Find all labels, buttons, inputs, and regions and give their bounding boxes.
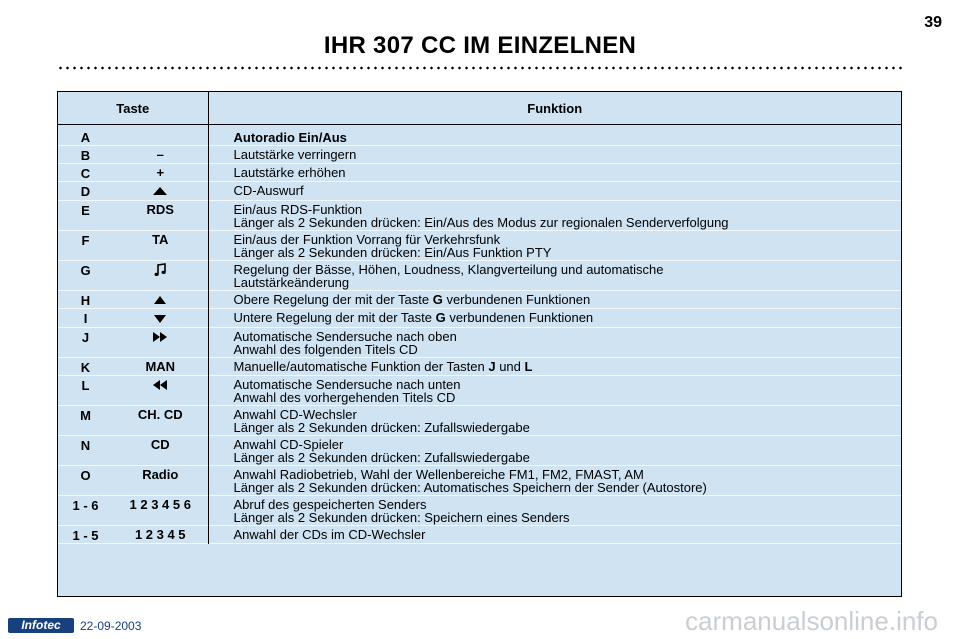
function-segment: Autoradio Ein/Aus — [233, 130, 347, 145]
key-label: RDS — [113, 200, 208, 230]
key-letter: A — [80, 130, 91, 145]
table-row — [58, 230, 901, 260]
key-letter: J — [81, 329, 90, 345]
function-segment: Lautstärke erhöhen — [233, 165, 346, 180]
key-label: – — [113, 146, 208, 164]
function-text — [208, 125, 901, 146]
table-row — [58, 525, 901, 543]
function-segment: Regelung der Bässe, Höhen, Loudness, Klangverteilung und automatische — [233, 261, 664, 277]
key-letter: 1 - 5 — [72, 527, 99, 543]
function-segment: Länger als 2 Sekunden drücken: Ein/Aus des Modus zur regionalen Senderverfolgung — [233, 214, 729, 230]
function-text — [208, 230, 901, 260]
function-line — [234, 360, 902, 373]
function-segment: Lautstärke verringern — [233, 147, 357, 162]
key-letter: E — [81, 202, 90, 218]
function-text — [208, 435, 901, 465]
function-line — [234, 293, 902, 306]
function-segment: L — [524, 358, 533, 374]
key-symbol — [113, 182, 208, 201]
table-row — [58, 375, 901, 405]
function-line — [234, 511, 902, 524]
function-segment: CD-Auswurf — [233, 183, 304, 198]
function-text — [208, 290, 901, 309]
function-segment: Länger als 2 Sekunden drücken: Ein/Aus Funktion PTY — [233, 244, 552, 260]
function-line — [234, 451, 902, 464]
function-segment: Ein/aus der Funktion Vorrang für Verkehrsfunk — [233, 231, 501, 247]
watermark: carmanualsonline.info — [685, 606, 938, 636]
function-segment: verbundenen Funktionen — [445, 310, 594, 326]
key-symbol — [113, 290, 208, 309]
infotec-logo: Infotec — [8, 618, 74, 633]
function-text — [208, 375, 901, 405]
rewind-icon — [152, 378, 168, 392]
table-row — [58, 327, 901, 357]
table-row — [58, 164, 901, 182]
function-text — [208, 495, 901, 525]
key-letter: N — [80, 437, 91, 453]
function-segment: G — [435, 310, 446, 326]
function-segment: verbundenen Funktionen — [442, 291, 591, 307]
header-key: Taste — [58, 92, 208, 125]
function-text — [208, 357, 901, 375]
function-text — [208, 200, 901, 230]
function-segment: Länger als 2 Sekunden drücken: Automatisches Speichern der Sender (Autostore) — [233, 479, 707, 495]
table-row — [58, 405, 901, 435]
function-segment: Abruf des gespeicherten Senders — [233, 496, 427, 512]
eject-icon — [152, 185, 168, 199]
function-line — [234, 184, 902, 197]
table-row — [58, 146, 901, 164]
function-line — [234, 148, 902, 161]
triangle-up-icon — [152, 293, 168, 307]
table-row — [58, 309, 901, 328]
key-label: CD — [113, 435, 208, 465]
key-letter: C — [80, 166, 91, 181]
table-row — [58, 260, 901, 290]
table-row — [58, 200, 901, 230]
key-letter: K — [80, 359, 91, 375]
key-symbol — [113, 309, 208, 328]
key-letter: M — [80, 407, 91, 423]
function-line — [234, 343, 902, 356]
key-letter: 1 - 6 — [72, 497, 99, 513]
table-header — [58, 92, 901, 125]
function-line — [234, 216, 902, 229]
table-row — [58, 182, 901, 201]
function-segment: Anwahl Radiobetrieb, Wahl der Wellenbereiche FM1, FM2, FMAST, AM — [233, 466, 644, 482]
table-row — [58, 357, 901, 375]
key-letter: I — [83, 311, 88, 327]
key-label: + — [113, 164, 208, 182]
table-row — [58, 435, 901, 465]
key-symbol — [113, 375, 208, 405]
function-line — [234, 311, 902, 324]
function-segment: Anwahl des vorhergehenden Titels CD — [233, 389, 456, 405]
function-segment: Ein/aus RDS-Funktion — [233, 201, 363, 217]
key-letter: H — [80, 292, 91, 308]
function-text — [208, 525, 901, 543]
key-letter: B — [80, 148, 91, 163]
page-title: IHR 307 CC IM EINZELNEN — [323, 32, 637, 59]
function-text — [208, 327, 901, 357]
page-number: 39 — [924, 14, 942, 31]
function-text — [208, 260, 901, 290]
function-text — [208, 309, 901, 328]
footer-date: 22-09-2003 — [80, 619, 142, 633]
function-line — [234, 246, 902, 259]
key-letter: G — [80, 262, 91, 278]
function-line — [234, 421, 902, 434]
triangle-down-icon — [152, 312, 168, 326]
key-label: Radio — [113, 465, 208, 495]
function-segment: Automatische Sendersuche nach unten — [233, 376, 461, 392]
function-line — [234, 131, 902, 144]
key-label: MAN — [113, 357, 208, 375]
function-segment: Obere Regelung der mit der Taste — [233, 291, 433, 307]
key-symbol — [113, 327, 208, 357]
key-label: 1 2 3 4 5 — [113, 525, 208, 543]
key-letter: L — [81, 377, 90, 393]
function-segment: Manuelle/automatische Funktion der Tasten — [233, 358, 489, 374]
function-text — [208, 164, 901, 182]
function-segment: J — [488, 358, 496, 374]
function-segment: Anwahl des folgenden Titels CD — [233, 341, 418, 357]
key-letter: F — [81, 232, 90, 248]
key-label: TA — [113, 230, 208, 260]
key-symbol — [113, 260, 208, 290]
music-note-icon — [152, 263, 168, 277]
function-text — [208, 405, 901, 435]
key-letter: O — [80, 467, 91, 483]
controls-table — [57, 91, 902, 597]
header-function: Funktion — [208, 92, 901, 125]
key-label — [113, 125, 208, 146]
function-segment: Lautstärkeänderung — [233, 274, 350, 290]
function-text — [208, 465, 901, 495]
function-segment: Länger als 2 Sekunden drücken: Zufallswiedergabe — [233, 449, 530, 465]
function-line — [234, 166, 902, 179]
function-line — [234, 481, 902, 494]
function-segment: G — [432, 291, 443, 307]
function-segment: Länger als 2 Sekunden drücken: Speichern eines Senders — [233, 509, 570, 525]
function-line — [234, 276, 902, 289]
table-row — [58, 465, 901, 495]
fast-forward-icon — [152, 330, 168, 344]
function-text — [208, 146, 901, 164]
function-segment: Anwahl CD-Spieler — [233, 436, 344, 452]
function-segment: Länger als 2 Sekunden drücken: Zufallswiedergabe — [233, 419, 530, 435]
function-segment: Untere Regelung der mit der Taste — [233, 310, 436, 326]
key-label: 1 2 3 4 5 6 — [113, 495, 208, 525]
table-row — [58, 125, 901, 146]
function-text — [208, 182, 901, 201]
function-segment: Automatische Sendersuche nach oben — [233, 328, 457, 344]
dotted-divider — [57, 66, 905, 70]
key-label: CH. CD — [113, 405, 208, 435]
function-line — [234, 528, 902, 541]
table-row — [58, 290, 901, 309]
function-segment: und — [495, 358, 525, 374]
table-row — [58, 495, 901, 525]
function-line — [234, 391, 902, 404]
function-segment: Anwahl der CDs im CD-Wechsler — [233, 526, 426, 542]
key-letter: D — [80, 184, 91, 199]
function-segment: Anwahl CD-Wechsler — [233, 406, 357, 422]
